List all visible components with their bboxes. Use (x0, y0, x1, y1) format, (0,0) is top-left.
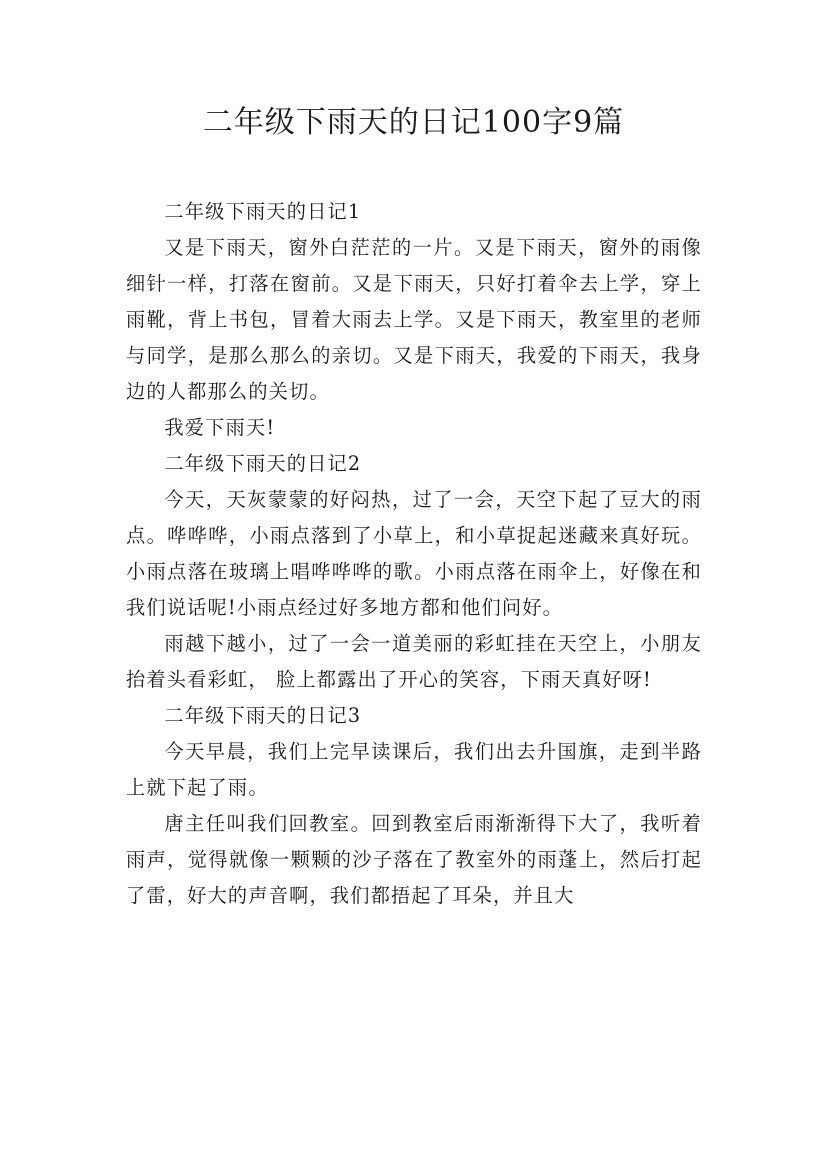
paragraph: 又是下雨天，窗外白茫茫的一片。又是下雨天，窗外的雨像细针一样，打落在窗前。又是下雨天，只好打着伞去上学，穿上雨靴，背上书包，冒着大雨去上学。又是下雨天，教室里的老师与同学，是那么那么的亲切。又是下雨天，我爱的下雨天，我身边的人都那么的关切。 (126, 236, 702, 403)
paragraph: 今天，天灰蒙蒙的好闷热，过了一会，天空下起了豆大的雨点。哗哗哗，小雨点落到了小草上，和小草捉起迷藏来真好玩。小雨点落在玻璃上唱哗哗哗的歌。小雨点落在雨伞上，好像在和我们说话呢!小雨点经过好多地方都和他们问好。 (126, 488, 702, 619)
paragraph: 雨越下越小，过了一会一道美丽的彩虹挂在天空上，小朋友抬着头看彩虹， 脸上都露出了开心的笑容，下雨天真好呀! (126, 632, 702, 691)
paragraph: 我爱下雨天! (164, 416, 276, 439)
diary-heading-1: 二年级下雨天的日记1 (164, 200, 362, 223)
document-body (126, 194, 702, 914)
document-title: 二年级下雨天的日记100字9篇 (202, 105, 625, 140)
paragraph: 今天早晨，我们上完早读课后，我们出去升国旗，走到半路上就下起了雨。 (126, 740, 702, 799)
diary-heading-3: 二年级下雨天的日记3 (164, 704, 362, 727)
paragraph: 唐主任叫我们回教室。回到教室后雨渐渐得下大了，我听着雨声，觉得就像一颗颗的沙子落在了教室外的雨蓬上，然后打起了雷，好大的声音啊，我们都捂起了耳朵，并且大 (126, 812, 702, 907)
diary-heading-2: 二年级下雨天的日记2 (164, 452, 362, 475)
